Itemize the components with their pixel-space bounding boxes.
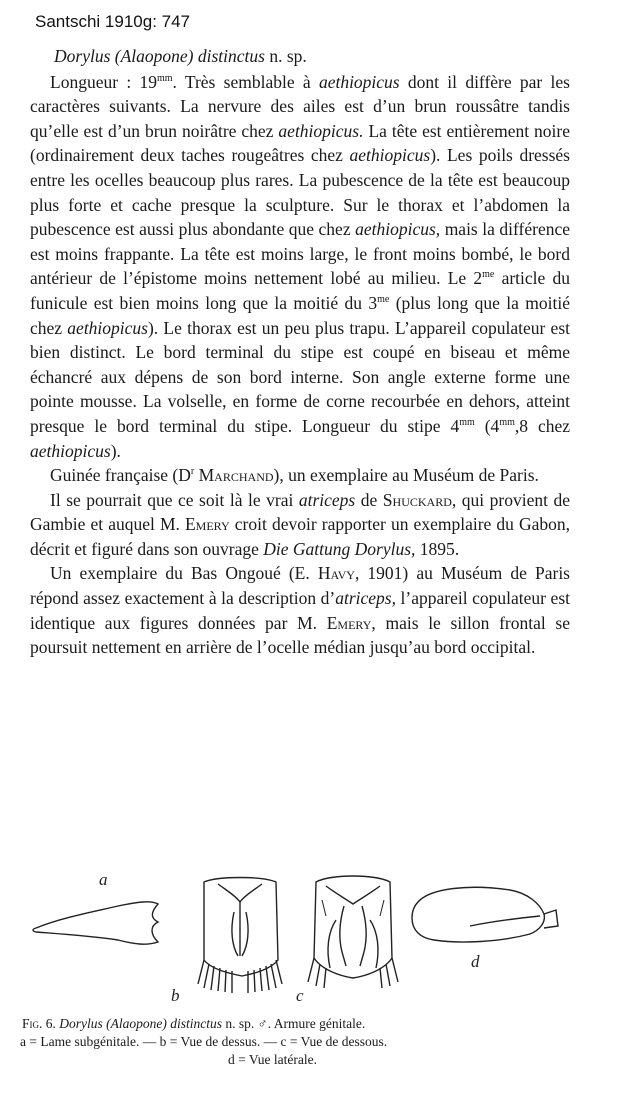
caption-fig-label: Fig. 6. <box>22 1016 56 1031</box>
species-name: Dorylus (Alaopone) distinctus <box>54 46 265 66</box>
caption-line-3: d = Vue latérale. <box>228 1052 318 1067</box>
italic-run: aethiopicus <box>67 317 148 338</box>
superscript-run: mm <box>499 416 515 428</box>
text-run: ), un exemplaire au Muséum de Paris. <box>273 465 539 486</box>
superscript-run: mm <box>156 72 173 84</box>
text-run: 1895. <box>415 538 460 559</box>
author-name-run: Emery <box>184 514 230 535</box>
superscript-run: me <box>482 269 495 281</box>
species-suffix: n. sp. <box>264 46 307 66</box>
article-body <box>30 44 570 660</box>
figure-caption <box>20 1015 600 1069</box>
italic-run: aethiopicus <box>349 145 431 166</box>
text-run: , 1901) au Muséum de Paris répond assez exactement à la description d’ <box>30 563 570 609</box>
figure-label-b: b <box>171 986 180 1005</box>
text-run: Guinée française (D <box>50 465 191 486</box>
text-run: de <box>355 489 383 510</box>
figure-a-drawing <box>33 902 158 944</box>
italic-run: atriceps <box>298 489 356 510</box>
italic-run: aethiopicus <box>30 440 111 461</box>
figure-b-drawing <box>198 878 282 994</box>
citation-header: Santschi 1910g: 747 <box>35 12 191 31</box>
author-name-run: Emery <box>326 612 372 633</box>
species-heading <box>30 44 570 69</box>
text-run: article du funicule est bien moins long que la moitié du 3 <box>30 268 570 313</box>
specimen-paragraph <box>30 561 570 659</box>
text-run: l’appareil copulateur est identique aux figures données par M. <box>30 588 570 633</box>
text-run: Un exemplaire du Bas Ongoué (E. <box>50 563 318 584</box>
figure-c-drawing <box>308 876 398 988</box>
text-run: croit devoir rapporter un exemplaire du Gabon, décrit et figuré dans son ouvrage <box>30 514 571 559</box>
caption-line-2: a = Lame subgénitale. — b = Vue de dessus. — c = Vue de dessous. <box>20 1034 388 1049</box>
locality-paragraph <box>30 463 570 488</box>
text-run: ). Les poils dressés entre les ocelles beaucoup plus rares. La pubescence de la tête est beaucoup plus forte et cache presque la sculpture. Sur le thorax et l’abdomen la pubescence est aussi plus abondante que chez <box>30 145 570 240</box>
text-run: Longueur : 19 <box>50 71 157 92</box>
italic-run: aethiopicus, <box>355 219 441 240</box>
text-run: Il se pourrait que ce soit là le vrai <box>50 489 299 510</box>
remark-paragraph <box>30 488 570 562</box>
text-run: (4 <box>474 415 500 436</box>
figure-label-d: d <box>471 952 480 971</box>
text-run: qui provient de Gambie et auquel M. <box>30 489 570 535</box>
author-name-run: Shuckard, <box>382 489 457 510</box>
italic-run: Die Gattung Dorylus, <box>263 538 416 559</box>
text-run: (plus long que la moitié chez <box>30 292 570 338</box>
figure-drawings <box>0 860 617 1010</box>
text-run: dont il diffère par les caractères suivants. La nervure des ailes est d’un brun roussâtre tandis qu’elle est d’un brun noirâtre chez <box>30 71 570 141</box>
superscript-run: mm <box>459 416 475 428</box>
text-run: , mais le sillon frontal se poursuit nettement en arrière de l’ocelle médian jusqu’au bord occipital. <box>30 612 570 658</box>
author-name-run: Havy <box>317 563 355 584</box>
text-run: La tête est entièrement noire (ordinairement deux taches rougeâtres chez <box>30 120 570 166</box>
figure-label-a: a <box>99 870 108 889</box>
italic-run: aethiopicus. <box>278 120 364 141</box>
figure-d-drawing <box>412 887 558 942</box>
description-paragraph <box>30 70 570 464</box>
superscript-run: me <box>377 293 390 305</box>
text-run: mais la différence est moins frappante. La tête est moins large, le front moins bombé, le bord antérieur de l’épistome moins nettement lobé au milieu. Le 2 <box>30 219 570 289</box>
text-run: ). Le thorax est un peu plus trapu. L’appareil copulateur est bien distinct. Le bord terminal du stipe est coupé en biseau et même échancré aux dépens de son bord interne. Son angle externe forme une pointe mousse. La volselle, en forme de corne recourbée en dehors, atteint presque le bord terminal du stipe. Longueur du stipe 4 <box>30 317 570 436</box>
caption-species: Dorylus (Alaopone) distinctus <box>59 1016 222 1031</box>
genitalia-figure <box>0 860 617 1010</box>
caption-tail: n. sp. ♂. Armure génitale. <box>222 1016 366 1031</box>
italic-run: aethiopicus <box>318 71 400 92</box>
author-name-run: Marchand <box>198 465 274 486</box>
figure-label-c: c <box>296 986 304 1005</box>
text-run: . Très semblable à <box>172 71 319 92</box>
superscript-run: r <box>190 466 195 478</box>
italic-run: atriceps, <box>335 588 396 609</box>
caption-line-1 <box>20 1015 600 1033</box>
text-run: ). <box>110 440 121 461</box>
text-run: ,8 chez <box>514 415 570 436</box>
